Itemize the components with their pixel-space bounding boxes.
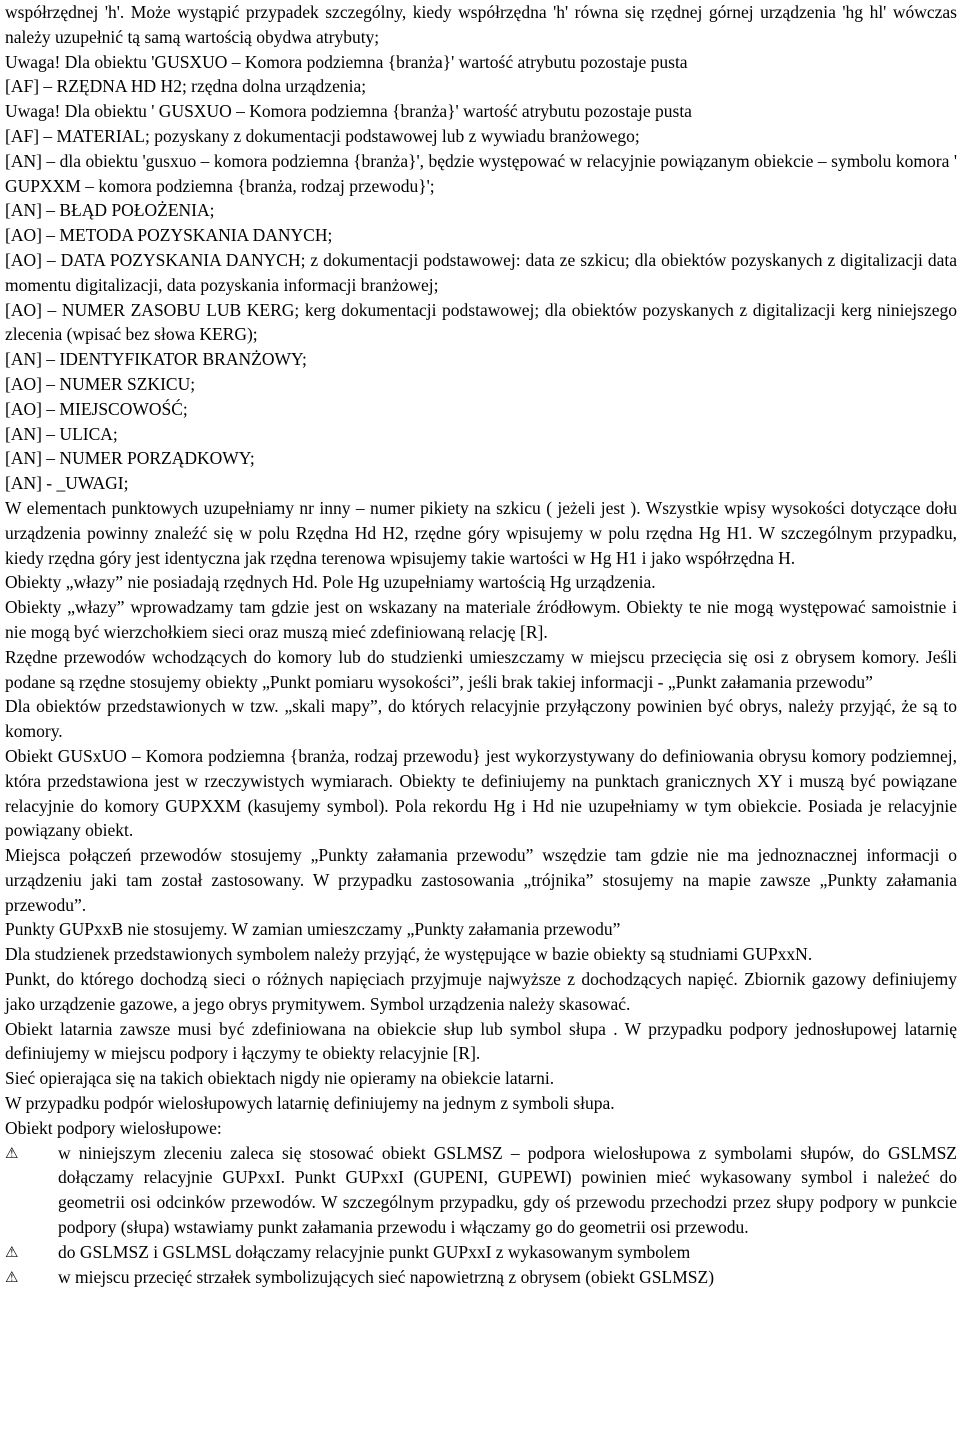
paragraph: [AN] – dla obiektu 'gusxuo – komora podziemna {branża}', będzie występować w relacyjnie powiązanym obiekcie – symbolu komora ' GUPXXM – komora podziemna {branża, rodzaj przewodu}'; xyxy=(5,150,957,196)
list-item-text: do GSLMSZ i GSLMSL dołączamy relacyjnie punkt GUPxxI z wykasowanym symbolem xyxy=(58,1241,691,1262)
paragraph: [AO] – NUMER ZASOBU LUB KERG; kerg dokumentacji podstawowej; dla obiektów pozyskanych z digitalizacji kerg niniejszego zlecenia (wpisać bez słowa KERG); xyxy=(5,299,957,345)
paragraph: Obiekt latarnia zawsze musi być zdefiniowana na obiekcie słup lub symbol słupa . W przypadku podpory jednosłupowej latarnię definiujemy w miejscu podpory i łączymy te obiekty relacyjnie [R]. xyxy=(5,1018,957,1064)
paragraph: Obiekt podpory wielosłupowe: xyxy=(5,1117,222,1138)
paragraph: Punkty GUPxxB nie stosujemy. W zamian umieszczamy „Punkty załamania przewodu” xyxy=(5,919,621,940)
paragraph: Sieć opierająca się na takich obiektach nigdy nie opieramy na obiekcie latarni. xyxy=(5,1068,555,1089)
paragraph: [AO] – MIEJSCOWOŚĆ; xyxy=(5,398,188,419)
bullet-list xyxy=(5,1141,957,1290)
list-item-text: w niniejszym zleceniu zaleca się stosować obiekt GSLMSZ – podpora wielosłupowa z symbolami słupów, do GSLMSZ dołączamy relacyjnie GUPxxI. Punkt GUPxxI (GUPENI, GUPEWI) powinien mieć wykasowany symbol i należeć do geometrii osi odcinków przewodów. W szczególnym przypadku, gdy oś przewodu przechodzi przez słupy podpory w punkcie podpory (słupa) wstawiamy punkt załamania przewodu i włączamy go do geometrii osi przewodu. xyxy=(58,1142,957,1238)
paragraph: [AN] – BŁĄD POŁOŻENIA; xyxy=(5,200,215,221)
alert-triangle-icon: ⚠ xyxy=(5,1242,19,1261)
paragraph: Obiekty „włazy” wprowadzamy tam gdzie jest on wskazany na materiale źródłowym. Obiekty te nie mogą występować samoistnie i nie mogą być wierzchołkiem sieci oraz muszą mieć zdefiniowaną relację [R]. xyxy=(5,597,957,642)
paragraph: Obiekt GUSxUO – Komora podziemna {branża, rodzaj przewodu} jest wykorzystywany do definiowania obrysu komory podziemnej, która przedstawiona jest w rzeczywistych wymiarach. Obiekty te definiujemy na punktach granicznych XY i muszą być powiązane relacyjnie do komory GUPXXM (kasujemy symbol). Pola rekordu Hg i Hd nie uzupełniamy w tym obiekcie. Posiada je relacyjnie powiązany obiekt. xyxy=(5,745,957,841)
document-page xyxy=(5,0,957,1289)
paragraph: [AN] – ULICA; xyxy=(5,423,118,444)
paragraph: [AN] - _UWAGI; xyxy=(5,473,129,494)
list-item xyxy=(5,1265,957,1290)
list-item xyxy=(5,1240,957,1265)
list-item xyxy=(5,1141,957,1240)
list-item-text: w miejscu przecięć strzałek symbolizujących sieć napowietrzną z obrysem (obiekt GSLMSZ) xyxy=(58,1266,715,1287)
paragraph: [AN] – NUMER PORZĄDKOWY; xyxy=(5,448,255,469)
alert-triangle-icon: ⚠ xyxy=(5,1267,19,1286)
paragraph: współrzędnej 'h'. Może wystąpić przypadek szczególny, kiedy współrzędna 'h' równa się rzędnej górnej urządzenia 'hg hl' wówczas należy uzupełnić tą samą wartością obydwa atrybuty; xyxy=(5,2,957,47)
paragraph: Dla obiektów przedstawionych w tzw. „skali mapy”, do których relacyjnie przyłączony powinien być obrys, należy przyjąć, że są to komory. xyxy=(5,696,957,742)
paragraph: Uwaga! Dla obiektu ' GUSXUO – Komora podziemna {branża}' wartość atrybutu pozostaje pusta xyxy=(5,101,692,122)
paragraph: W elementach punktowych uzupełniamy nr inny – numer pikiety na szkicu ( jeżeli jest ). Wszystkie wpisy wysokości dotyczące dołu urządzenia powinny znaleźć się w polu Rzędna Hd H2, rzędne góry wpisujemy w polu rzędna Hg H1. W szczególnym przypadku, kiedy rzędna góry jest identyczna jak rzędna terenowa wpisujemy takie wartości w Hg H1 i jako współrzędna H. xyxy=(5,497,957,568)
paragraph: [AO] – DATA POZYSKANIA DANYCH; z dokumentacji podstawowej: data ze szkicu; dla obiektów pozyskanych z digitalizacji data momentu digitalizacji, data pozyskania informacji branżowej; xyxy=(5,249,957,295)
paragraph: Obiekty „włazy” nie posiadają rzędnych Hd. Pole Hg uzupełniamy wartością Hg urządzenia. xyxy=(5,572,656,593)
paragraph: Dla studzienek przedstawionych symbolem należy przyjąć, że występujące w bazie obiekty są studniami GUPxxN. xyxy=(5,944,813,965)
paragraph: [AF] – RZĘDNA HD H2; rzędna dolna urządzenia; xyxy=(5,76,367,97)
paragraph: [AN] – IDENTYFIKATOR BRANŻOWY; xyxy=(5,349,307,370)
paragraph: [AO] – METODA POZYSKANIA DANYCH; xyxy=(5,225,333,246)
paragraph: Miejsca połączeń przewodów stosujemy „Punkty załamania przewodu” wszędzie tam gdzie nie ma jednoznacznej informacji o urządzeniu jaki tam został zastosowany. W przypadku zastosowania „trójnika” stosujemy na mapie zawsze „Punkty załamania przewodu”. xyxy=(5,845,957,915)
paragraph: W przypadku podpór wielosłupowych latarnię definiujemy na jednym z symboli słupa. xyxy=(5,1093,615,1114)
paragraph: [AF] – MATERIAL; pozyskany z dokumentacji podstawowej lub z wywiadu branżowego; xyxy=(5,125,640,146)
paragraph: Uwaga! Dla obiektu 'GUSXUO – Komora podziemna {branża}' wartość atrybutu pozostaje pusta xyxy=(5,51,688,72)
paragraph: [AO] – NUMER SZKICU; xyxy=(5,373,196,394)
paragraph: Rzędne przewodów wchodzących do komory lub do studzienki umieszczamy w miejscu przecięcia się osi z obrysem komory. Jeśli podane są rzędne stosujemy obiekty „Punkt pomiaru wysokości”, jeśli brak takiej informacji - „Punkt załamania przewodu” xyxy=(5,646,957,692)
paragraph: Punkt, do którego dochodzą sieci o różnych napięciach przyjmuje najwyższe z dochodzących napięć. Zbiornik gazowy definiujemy jako urządzenie gazowe, a jego obrys prymitywem. Symbol urządzenia należy skasować. xyxy=(5,969,957,1014)
alert-triangle-icon: ⚠ xyxy=(5,1143,19,1162)
